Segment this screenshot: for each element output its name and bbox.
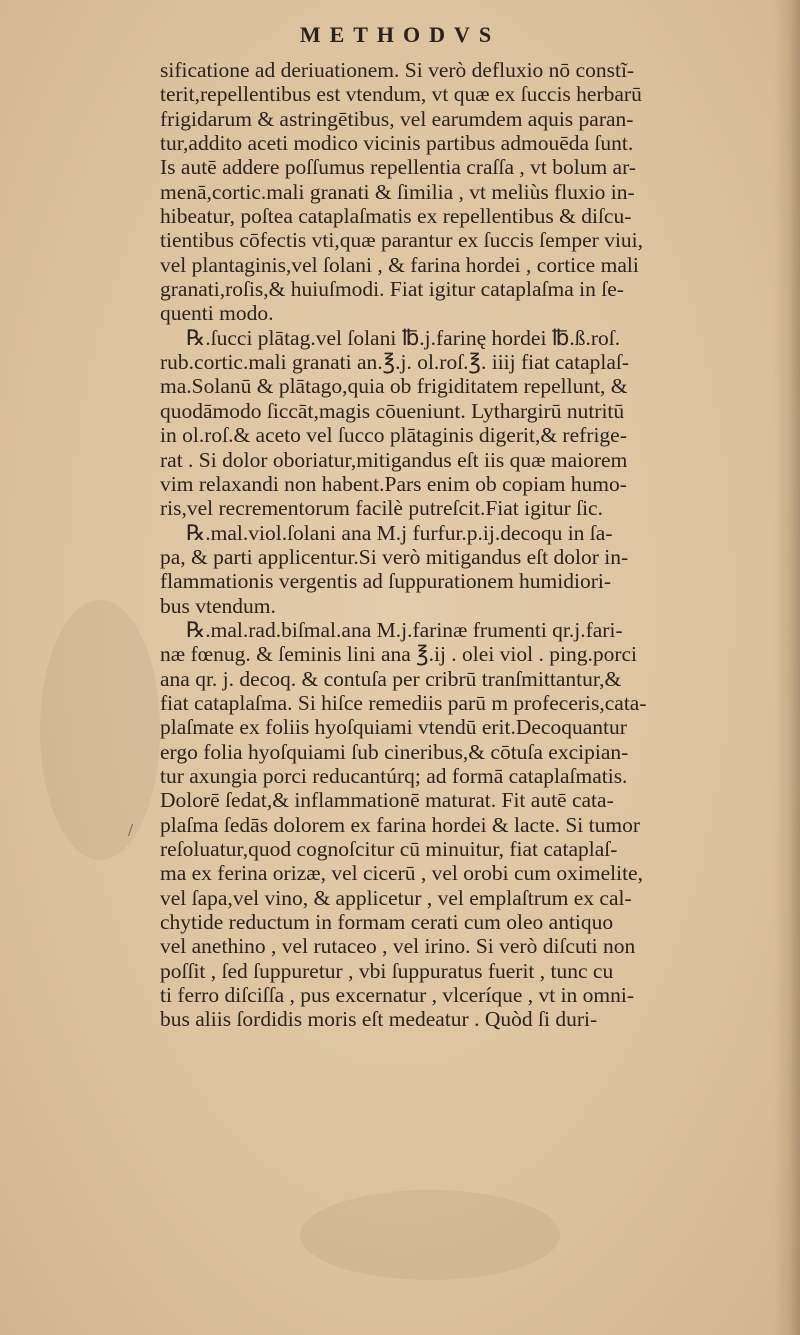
text-line: menā,cortic.mali granati & ſimilia , vt meliùs fluxio in- (160, 179, 635, 204)
paper-stain (300, 1190, 560, 1280)
text-line: rub.cortic.mali granati an.℥.j. ol.roſ.℥. iiij fiat cataplaſ- (160, 350, 630, 375)
paper-stain (40, 600, 160, 860)
text-line: chytide reductum in formam cerati cum oleo antiquo (160, 910, 614, 935)
text-line: vel ſapa,vel vino, & applicetur , vel emplaſtrum ex cal- (160, 885, 632, 910)
text-line: plaſmate ex foliis hyoſquiami vtendū erit.Decoquantur (160, 715, 627, 740)
text-line: sificatione ad deriuationem. Si verò defluxio nō constĩ- (160, 58, 635, 82)
body-text (160, 58, 770, 1032)
text-line: ana qr. j. decoq. & contuſa per cribrū tranſmittantur,& (160, 666, 622, 691)
text-line: tur,addito aceti modico vicinis partibus admouēda ſunt. (160, 131, 634, 156)
text-line: tur axungia porci reducantúrq; ad formā cataplaſmatis. (160, 763, 628, 788)
recipe-line: ℞.mal.rad.biſmal.ana M.j.farinæ frumenti qr.j.fari- (186, 617, 623, 642)
page-edge-shadow (774, 0, 800, 1335)
text-line: plaſma ſedās dolorem ex farina hordei & lacte. Si tumor (160, 812, 641, 837)
text-line: pa, & parti applicentur.Si verò mitigandus eſt dolor in- (160, 544, 629, 569)
recipe-line: ℞.ſucci plātag.vel ſolani ℔.j.farinę hordei ℔.ß.roſ. (186, 325, 621, 350)
text-line: in ol.roſ.& aceto vel ſucco plātaginis digerit,& refrige- (160, 423, 627, 448)
recipe-line: ℞.mal.viol.ſolani ana M.j furfur.p.ij.decoqu in ſa- (186, 520, 613, 545)
text-line: terit,repellentibus est vtendum, vt quæ ex ſuccis herbarū (160, 82, 642, 107)
text-line: Dolorē ſedat,& inflammationē maturat. Fit autē cata- (160, 788, 614, 813)
text-line: Is autē addere poſſumus repellentia craſſa , vt bolum ar- (160, 155, 636, 180)
text-line: ma.Solanū & plātago,quia ob frigiditatem repellunt, & (160, 374, 628, 399)
text-line: vim relaxandi non habent.Pars enim ob copiam humo- (160, 471, 627, 496)
text-line: ergo folia hyoſquiami ſub cineribus,& cōtuſa excipian- (160, 739, 629, 764)
text-line: frigidarum & astringētibus, vel earumdem aquis paran- (160, 106, 634, 131)
text-line: hibeatur, poſtea cataplaſmatis ex repellentibus & diſcu- (160, 204, 632, 229)
text-line: granati,roſis,& huiuſmodi. Fiat igitur cataplaſma in ſe- (160, 277, 624, 302)
text-line: vel anethino , vel rutaceo , vel irino. Si verò diſcuti non (160, 934, 636, 959)
margin-mark: / (128, 820, 134, 840)
text-line: rat . Si dolor oboriatur,mitigandus eſt iis quæ maiorem (160, 447, 628, 472)
text-line: quenti modo. (160, 301, 274, 326)
text-line: ma ex ferina orizæ, vel cicerū , vel orobi cum oximelite, (160, 861, 643, 886)
text-line: tientibus cōfectis vti,quæ parantur ex ſuccis ſemper viui, (160, 228, 644, 253)
text-line: reſoluatur,quod cognoſcitur cū minuitur, fiat cataplaſ- (160, 837, 618, 861)
running-title: METHODVS (299, 22, 501, 47)
text-line: flammationis vergentis ad ſuppurationem humidiori- (160, 569, 612, 594)
text-line: ris,vel recrementorum facilè putreſcit.Fiat igitur ſic. (160, 496, 603, 521)
text-line: næ fœnug. & ſeminis lini ana ℥.ij . olei viol . ping.porci (160, 642, 638, 667)
text-line: fiat cataplaſma. Si hiſce remediis parū m profeceris,cata- (160, 690, 647, 715)
text-line: vel plantaginis,vel ſolani , & farina hordei , cortice mali (160, 252, 639, 277)
text-line: ti ferro diſciſſa , pus excernatur , vlceríque , vt in omni- (160, 983, 635, 1008)
text-line: bus vtendum. (160, 593, 276, 618)
text-line: poſſit , ſed ſuppuretur , vbi ſuppuratus fuerit , tunc cu (160, 958, 614, 983)
text-line: quodāmodo ſiccāt,magis cōueniunt. Lythargirū nutritū (160, 398, 625, 423)
text-line: bus aliis ſordidis moris eſt medeatur . Quòd ſi duri- (160, 1007, 598, 1032)
